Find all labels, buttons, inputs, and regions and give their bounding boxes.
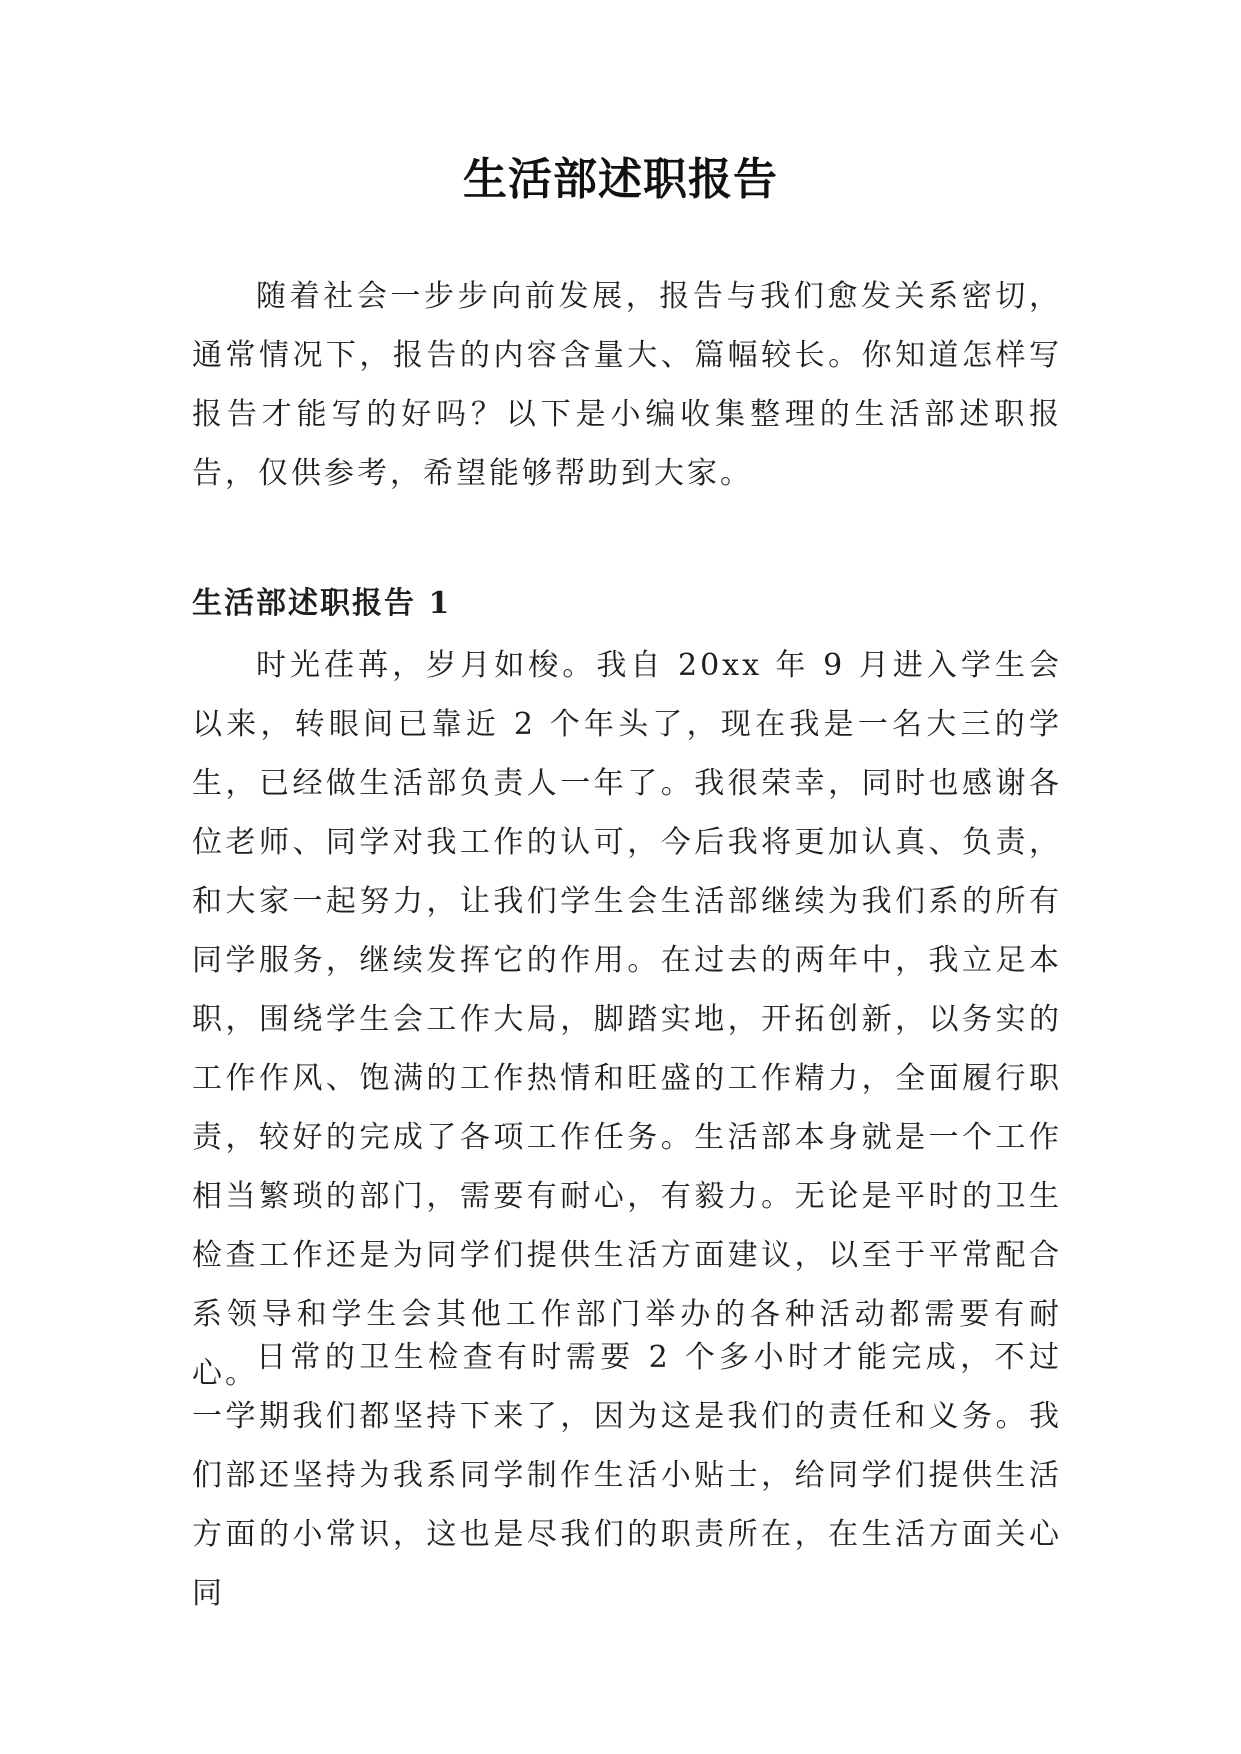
body-paragraph-2: 日常的卫生检查有时需要 2 个多小时才能完成，不过一学期我们都坚持下来了，因为这是我们的责任和义务。我们部还坚持为我系同学制作生活小贴士，给同学们提供生活方面的小常识，这也是尽我们的职责所在，在生活方面关心同	[192, 1340, 1062, 1611]
section-heading: 生活部述职报告 1	[192, 586, 452, 621]
body-paragraph-1: 时光荏苒，岁月如梭。我自 20xx 年 9 月进入学生会以来，转眼间已靠近 2 个年头了，现在我是一名大三的学生，已经做生活部负责人一年了。我很荣幸，同时也感谢各位老师、同学对我工作的认可，今后我将更加认真、负责，和大家一起努力，让我们学生会生活部继续为我们系的所有同学服务，继续发挥它的作用。在过去的两年中，我立足本职，围绕学生会工作大局，脚踏实地，开拓创新，以务实的工作作风、饱满的工作热情和旺盛的工作精力，全面履行职责，较好的完成了各项工作任务。生活部本身就是一个工作相当繁琐的部门，需要有耐心，有毅力。无论是平时的卫生检查工作还是为同学们提供生活方面建议，以至于平常配合系领导和学生会其他工作部门举办的各种活动都需要有耐心。	[192, 648, 1062, 1391]
document-title: 生活部述职报告	[463, 154, 778, 205]
intro-paragraph: 随着社会一步步向前发展，报告与我们愈发关系密切，通常情况下，报告的内容含量大、篇幅较长。你知道怎样写报告才能写的好吗？以下是小编收集整理的生活部述职报告，仅供参考，希望能够帮助到大家。	[192, 279, 1062, 491]
